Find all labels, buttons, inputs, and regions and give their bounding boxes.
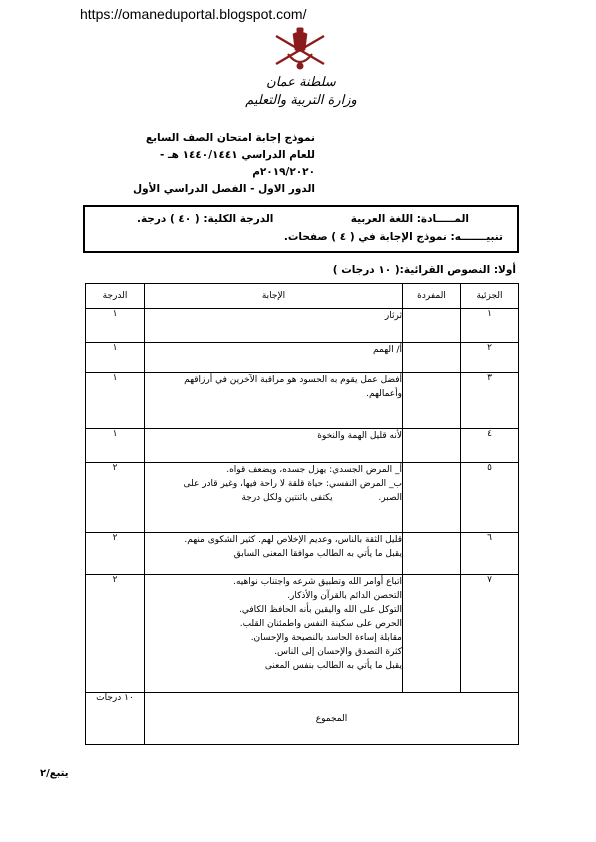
answer-line: الحرص على سكينة النفس واطمئنان القلب.: [239, 619, 402, 629]
row-part-number: ٧: [461, 575, 519, 693]
answer-line: أفضل عمل يقوم به الحسود هو مراقبة الآخرين في أرزاقهم: [184, 375, 402, 385]
table-header-row: [86, 284, 519, 309]
answer-line: مقابلة إساءة الحاسد بالنصيحة والإحسان.: [250, 633, 402, 643]
row-grade: ٢: [86, 533, 145, 575]
row-part-number: ٦: [461, 533, 519, 575]
header-title: نموذج إجابة امتحان الصف السابع: [145, 132, 315, 144]
row-word-cell: [403, 533, 461, 575]
table-row: [86, 463, 519, 533]
row-grade: ١: [86, 429, 145, 463]
total-grade: ١٠ درجات: [86, 693, 145, 745]
row-part-number: ١: [461, 309, 519, 343]
answer-line: ب_ المرض النفسي: حياة قلقة لا راحة فيها، وغير قادر على: [183, 479, 402, 489]
answer-line: وأعمالهم.: [366, 389, 402, 399]
exam-header: [120, 130, 315, 198]
total-grade-label: الدرجة الكلية: ( ٤٠ ) درجة.: [136, 213, 274, 225]
row-word-cell: [403, 429, 461, 463]
header-session: الدور الاول - الفصل الدراسي الأول: [133, 183, 315, 195]
ministry-line-1: سلطنة عمان: [266, 75, 336, 90]
answer-line: التحصن الدائم بالقرآن والأذكار.: [287, 591, 402, 601]
table-row: [86, 429, 519, 463]
row-word-cell: [403, 575, 461, 693]
row-answer: [145, 373, 403, 429]
header-answer: الإجابة: [145, 284, 403, 309]
total-label: المجموع: [145, 693, 519, 745]
section-title: أولا: النصوص القرائية:( ١٠ درجات ): [332, 264, 516, 276]
row-answer: [145, 575, 403, 693]
answer-line: يقبل ما يأتي به الطالب موافقا المعنى السابق: [233, 549, 402, 559]
answer-line: كثرة التصدق والإحسان إلى الناس.: [274, 647, 402, 657]
answer-line: قليل الثقة بالناس، وعديم الإخلاص لهم. كثير الشكوى منهم.: [184, 535, 402, 545]
header-grade: الدرجة: [86, 284, 145, 309]
row-part-number: ٢: [461, 343, 519, 373]
answer-line: يقبل ما يأتي به الطالب بنفس المعنى: [264, 661, 402, 671]
row-grade: ١: [86, 373, 145, 429]
row-grade: ١: [86, 309, 145, 343]
answer-line: اتباع أوامر الله وتطبيق شرعه واجتناب نواهيه.: [233, 577, 402, 587]
row-word-cell: [403, 463, 461, 533]
answer-line: لأنه قليل الهمة والنخوة: [317, 431, 402, 441]
row-answer: [145, 343, 403, 373]
header-part: الجزئية: [461, 284, 519, 309]
row-part-number: ٥: [461, 463, 519, 533]
answer-line: أ/ الهمم: [373, 345, 402, 355]
row-word-cell: [403, 373, 461, 429]
table-row: [86, 373, 519, 429]
ministry-line-2: وزارة التربية والتعليم: [245, 93, 357, 108]
header-year: للعام الدراسي ١٤٤٠/١٤٤١ هـ - ٢٠١٩/٢٠٢٠م: [160, 149, 315, 178]
answer-table: [85, 283, 519, 745]
answer-line: ثرثار: [384, 311, 402, 321]
pages-note: تنبيـــــــه: نموذج الإجابة في ( ٤ ) صفحات.: [283, 231, 503, 243]
row-answer: [145, 463, 403, 533]
ministry-name: [236, 74, 366, 110]
oman-emblem-icon: [268, 26, 332, 72]
row-word-cell: [403, 343, 461, 373]
table-row: [86, 343, 519, 373]
continue-note: يتبع/٢: [40, 768, 69, 779]
answer-line: أ_ المرض الجسدي: يهزل جسده، ويضعف قواه.: [226, 465, 402, 475]
table-row: [86, 575, 519, 693]
answer-line: الصبر. يكتفى باثنتين ولكل درجة: [241, 493, 402, 503]
row-grade: ١: [86, 343, 145, 373]
row-grade: ٢: [86, 575, 145, 693]
row-answer: [145, 429, 403, 463]
row-answer: [145, 309, 403, 343]
row-answer: [145, 533, 403, 575]
answer-line: التوكل على الله واليقين بأنه الحافظ الكافي.: [238, 605, 402, 615]
header-word: المفردة: [403, 284, 461, 309]
source-url[interactable]: https://omaneduportal.blogspot.com/: [80, 6, 307, 22]
total-row: [86, 693, 519, 745]
exam-info-box: [83, 205, 519, 253]
row-grade: ٢: [86, 463, 145, 533]
subject-label: المـــــادة: اللغة العربية: [350, 213, 469, 225]
table-row: [86, 533, 519, 575]
row-part-number: ٤: [461, 429, 519, 463]
table-row: [86, 309, 519, 343]
row-part-number: ٣: [461, 373, 519, 429]
row-word-cell: [403, 309, 461, 343]
